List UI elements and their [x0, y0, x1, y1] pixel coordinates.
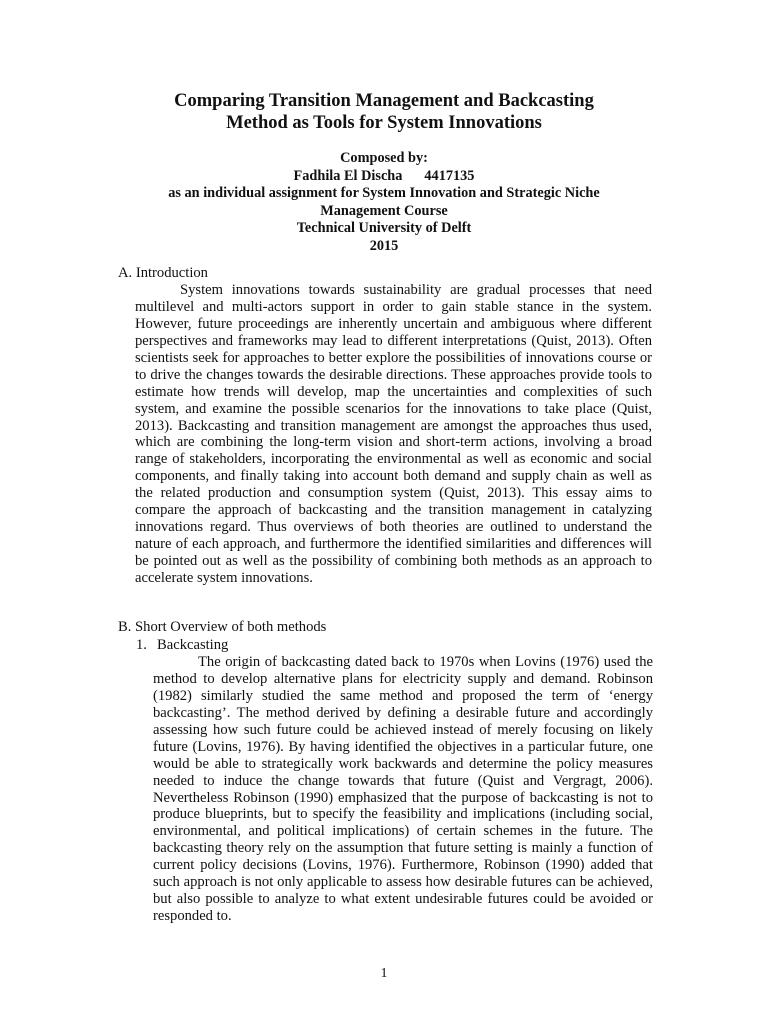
year: 2015 [369, 237, 399, 254]
title-line-1: Comparing Transition Management and Backcasting [174, 91, 594, 111]
backcasting-subheading [136, 637, 228, 654]
author-block [0, 150, 768, 255]
assignment-line-2: Management Course [320, 202, 448, 219]
overview-heading: B. Short Overview of both methods [118, 619, 327, 635]
introduction-paragraph: System innovations towards sustainability are gradual processes that need multilevel and multi-actors support in order to gain stable stance in the system. However, future proceedings are inherently uncertain and ambiguous where different perspectives and frameworks may lead to different interpretations (Quist, 2013). Often scientists seek for approaches to better explore the possibilities of innovations course or to drive the changes towards the desirable directions. These approaches provide tools to estimate how trends will develop, map the uncertainties and complexities of such system, and examine the possible scenarios for the innovations to take place (Quist, 2013). Backcasting and transition management are amongst the approaches thus used, which are combining the long-term vision and short-term actions, involving a broad range of stakeholders, incorporating the environmental as well as economic and social components, and finally taking into account both demand and supply chain as well as the related production and consumption system (Quist, 2013). This essay aims to compare the approach of backcasting and the transition management in catalyzing innovations regard. Thus overviews of both theories are outlined to understand the nature of each approach, and furthermore the identified similarities and differences will be pointed out as well as the possibility of combining both methods as an approach to accelerate system innovations. [135, 282, 652, 586]
title-line-2: Method as Tools for System Innovations [226, 113, 542, 133]
backcasting-paragraph: The origin of backcasting dated back to 1970s when Lovins (1976) used the method to develop alternative plans for electricity supply and demand. Robinson (1982) similarly studied the same method and proposed the term of ‘energy backcasting’. The method derived by defining a desirable future and accordingly assessing how such future could be achieved instead of merely focusing on likely future (Lovins, 1976). By having identified the objectives in a particular future, one would be able to strategically work backwards and determine the policy measures needed to induce the change towards that future (Quist and Vergragt, 2006). Nevertheless Robinson (1990) emphasized that the purpose of backcasting is not to produce blueprints, but to specify the feasibility and implications (including social, environmental, and political implications) of certain schemes in the future. The backcasting theory rely on the assumption that future setting is mainly a function of current policy decisions (Lovins, 1976). Furthermore, Robinson (1990) added that such approach is not only applicable to assess how desirable futures can be achieved, but also possible to analyze to what extent undesirable futures could be avoided or responded to. [153, 654, 653, 925]
author-name: Fadhila El Discha [293, 167, 403, 184]
subheading-label: Backcasting [157, 637, 229, 653]
document-title [0, 90, 768, 134]
subheading-number: 1. [136, 637, 147, 653]
introduction-heading: A. Introduction [118, 265, 208, 281]
author-line [0, 168, 768, 186]
page-number: 1 [380, 966, 388, 981]
assignment-line-1: as an individual assignment for System Innovation and Strategic Niche [168, 185, 600, 201]
student-id: 4417135 [424, 167, 475, 184]
university-name: Technical University of Delft [296, 220, 472, 236]
composed-by-label: Composed by: [340, 150, 428, 166]
